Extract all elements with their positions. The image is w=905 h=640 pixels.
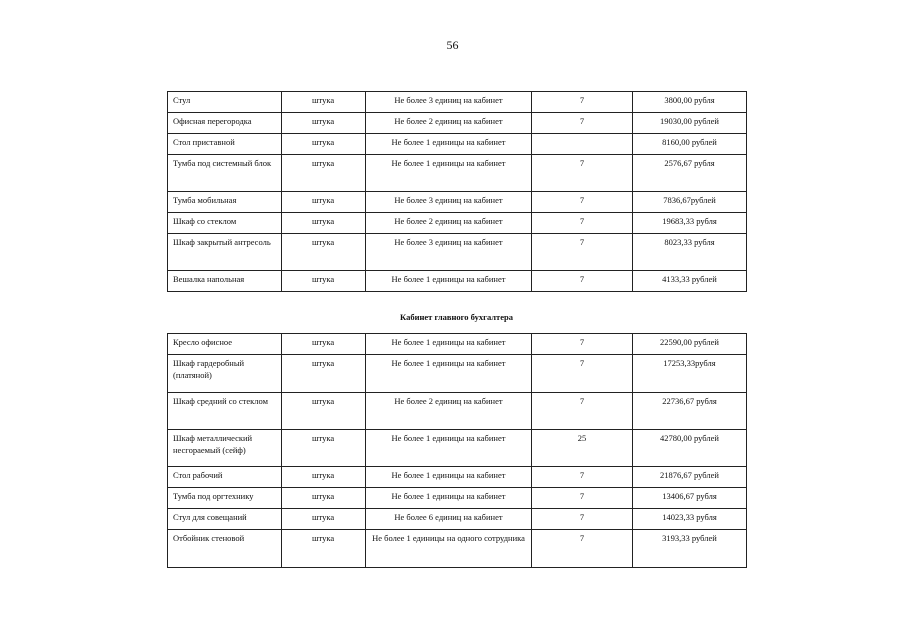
quantity-cell: Не более 1 единицы на кабинет xyxy=(366,271,532,292)
item-name-cell: Шкаф металлический несгораемый (сейф) xyxy=(168,430,282,467)
table-row xyxy=(168,355,747,393)
price-cell: 4133,33 рублей xyxy=(633,271,747,292)
table-row xyxy=(168,271,747,292)
table-row xyxy=(168,509,747,530)
period-cell: 7 xyxy=(532,92,633,113)
price-cell: 21876,67 рублей xyxy=(633,467,747,488)
section-heading: Кабинет главного бухгалтера xyxy=(400,312,513,322)
unit-cell: штука xyxy=(282,234,366,271)
quantity-cell: Не более 1 единицы на кабинет xyxy=(366,355,532,393)
table-row xyxy=(168,192,747,213)
period-cell: 7 xyxy=(532,467,633,488)
quantity-cell: Не более 2 единиц на кабинет xyxy=(366,113,532,134)
period-cell: 7 xyxy=(532,530,633,568)
price-cell: 14023,33 рубля xyxy=(633,509,747,530)
unit-cell: штука xyxy=(282,467,366,488)
item-name-cell: Офисная перегородка xyxy=(168,113,282,134)
quantity-cell: Не более 2 единиц на кабинет xyxy=(366,393,532,430)
unit-cell: штука xyxy=(282,213,366,234)
unit-cell: штука xyxy=(282,488,366,509)
price-cell: 3193,33 рублей xyxy=(633,530,747,568)
unit-cell: штука xyxy=(282,113,366,134)
item-name-cell: Вешалка напольная xyxy=(168,271,282,292)
quantity-cell: Не более 3 единиц на кабинет xyxy=(366,92,532,113)
quantity-cell: Не более 1 единицы на кабинет xyxy=(366,467,532,488)
unit-cell: штука xyxy=(282,355,366,393)
price-cell: 3800,00 рубля xyxy=(633,92,747,113)
period-cell: 7 xyxy=(532,355,633,393)
price-cell: 17253,33рубля xyxy=(633,355,747,393)
period-cell: 7 xyxy=(532,393,633,430)
price-cell: 8160,00 рублей xyxy=(633,134,747,155)
item-name-cell: Шкаф закрытый антресоль xyxy=(168,234,282,271)
price-cell: 13406,67 рубля xyxy=(633,488,747,509)
page-number: 56 xyxy=(446,38,459,52)
price-cell: 8023,33 рубля xyxy=(633,234,747,271)
unit-cell: штука xyxy=(282,509,366,530)
item-name-cell: Тумба под оргтехнику xyxy=(168,488,282,509)
furniture-table-office xyxy=(167,91,747,292)
quantity-cell: Не более 1 единицы на кабинет xyxy=(366,134,532,155)
unit-cell: штука xyxy=(282,192,366,213)
unit-cell: штука xyxy=(282,92,366,113)
period-cell: 7 xyxy=(532,271,633,292)
quantity-cell: Не более 1 единицы на кабинет xyxy=(366,334,532,355)
quantity-cell: Не более 3 единиц на кабинет xyxy=(366,234,532,271)
period-cell: 7 xyxy=(532,234,633,271)
table-row xyxy=(168,530,747,568)
table-row xyxy=(168,430,747,467)
unit-cell: штука xyxy=(282,271,366,292)
table-row xyxy=(168,92,747,113)
quantity-cell: Не более 1 единицы на кабинет xyxy=(366,488,532,509)
price-cell: 19683,33 рубля xyxy=(633,213,747,234)
item-name-cell: Стол рабочий xyxy=(168,467,282,488)
item-name-cell: Кресло офисное xyxy=(168,334,282,355)
price-cell: 2576,67 рубля xyxy=(633,155,747,192)
period-cell: 25 xyxy=(532,430,633,467)
quantity-cell: Не более 1 единицы на одного сотрудника xyxy=(366,530,532,568)
period-cell: 7 xyxy=(532,155,633,192)
quantity-cell: Не более 1 единицы на кабинет xyxy=(366,155,532,192)
quantity-cell: Не более 2 единиц на кабинет xyxy=(366,213,532,234)
item-name-cell: Стул для совещаний xyxy=(168,509,282,530)
item-name-cell: Тумба мобильная xyxy=(168,192,282,213)
unit-cell: штука xyxy=(282,155,366,192)
furniture-table-chief-accountant xyxy=(167,333,747,568)
table-row xyxy=(168,113,747,134)
item-name-cell: Стол приставной xyxy=(168,134,282,155)
item-name-cell: Шкаф средний со стеклом xyxy=(168,393,282,430)
table-row xyxy=(168,488,747,509)
period-cell: 7 xyxy=(532,509,633,530)
quantity-cell: Не более 6 единиц на кабинет xyxy=(366,509,532,530)
period-cell: 7 xyxy=(532,113,633,134)
unit-cell: штука xyxy=(282,393,366,430)
price-cell: 42780,00 рублей xyxy=(633,430,747,467)
period-cell: 7 xyxy=(532,192,633,213)
quantity-cell: Не более 1 единицы на кабинет xyxy=(366,430,532,467)
table-row xyxy=(168,234,747,271)
item-name-cell: Отбойник стеновой xyxy=(168,530,282,568)
item-name-cell: Стул xyxy=(168,92,282,113)
price-cell: 22736,67 рубля xyxy=(633,393,747,430)
table-row xyxy=(168,467,747,488)
period-cell: 7 xyxy=(532,213,633,234)
price-cell: 22590,00 рублей xyxy=(633,334,747,355)
unit-cell: штука xyxy=(282,134,366,155)
unit-cell: штука xyxy=(282,430,366,467)
price-cell: 7836,67рублей xyxy=(633,192,747,213)
table-row xyxy=(168,393,747,430)
period-cell: 7 xyxy=(532,488,633,509)
item-name-cell: Шкаф со стеклом xyxy=(168,213,282,234)
quantity-cell: Не более 3 единиц на кабинет xyxy=(366,192,532,213)
table-row xyxy=(168,155,747,192)
period-cell: 7 xyxy=(532,334,633,355)
table-row xyxy=(168,213,747,234)
unit-cell: штука xyxy=(282,530,366,568)
table-row xyxy=(168,134,747,155)
table-row xyxy=(168,334,747,355)
price-cell: 19030,00 рублей xyxy=(633,113,747,134)
item-name-cell: Шкаф гардеробный (платяной) xyxy=(168,355,282,393)
item-name-cell: Тумба под системный блок xyxy=(168,155,282,192)
unit-cell: штука xyxy=(282,334,366,355)
period-cell xyxy=(532,134,633,155)
